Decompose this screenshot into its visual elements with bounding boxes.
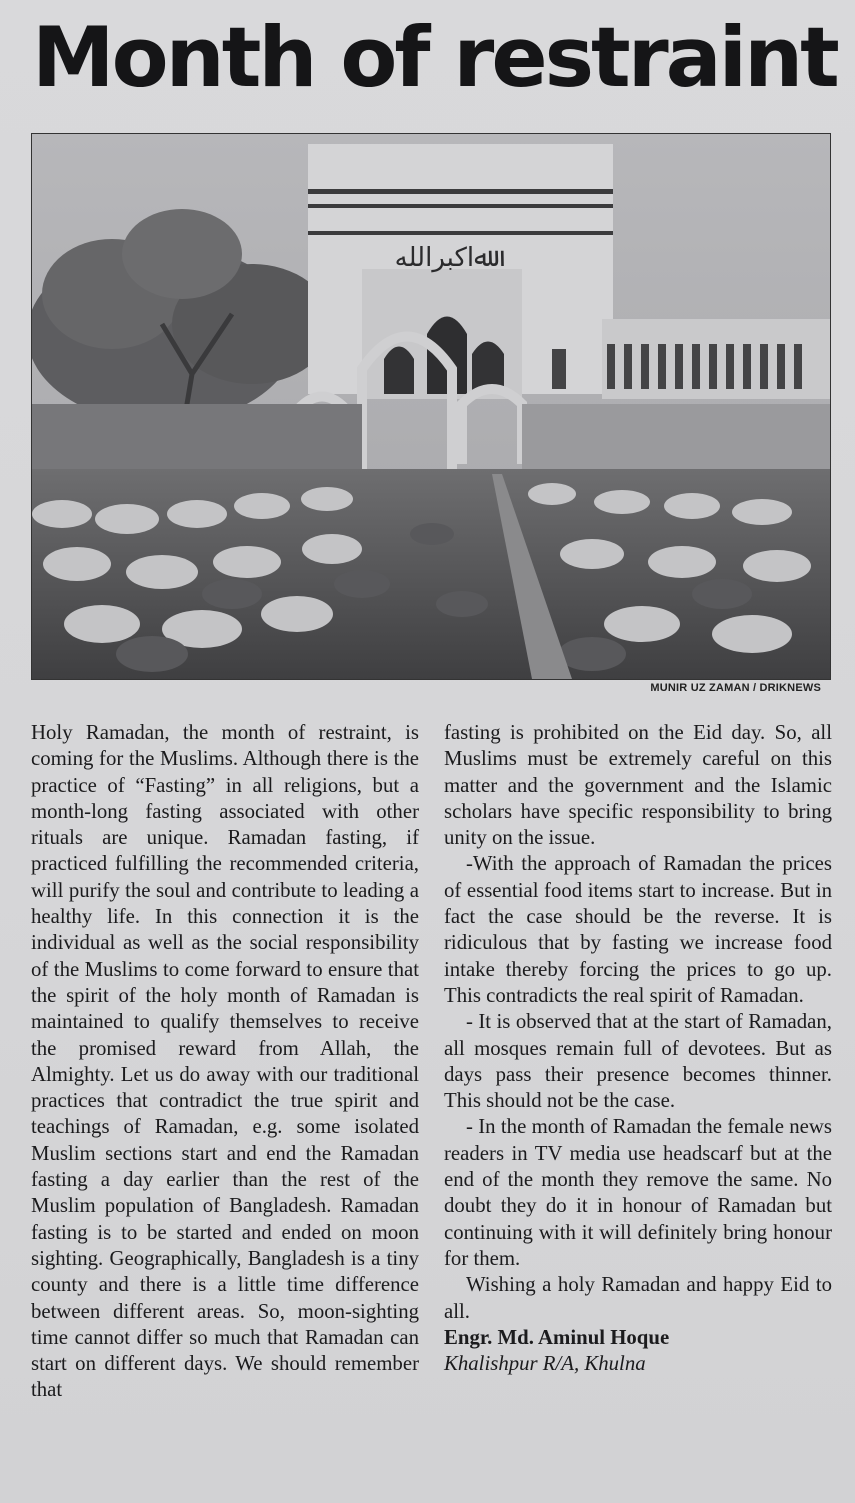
article-column-left [31, 720, 419, 1404]
author-address: Khalishpur R/A, Khulna [444, 1352, 646, 1376]
article-paragraph: - In the month of Ramadan the female news readers in TV media use headscarf but at the end of the month they remove the same. No doubt they do it in honour of Ramadan but continuing with it will definitely bring honour for them. [444, 1115, 832, 1270]
article-paragraph: Holy Ramadan, the month of restraint, is coming for the Muslims. Although there is the practice of “Fasting” in all religions, but a month-long fasting associated with other rituals are unique. Ramadan fasting, if practiced fulfilling the recommended criteria, will purify the soul and contribute to leading a healthy life. In this connection it is the individual as well as the social responsibility of the Muslims to come forward to ensure that the spirit of the holy month of Ramadan is maintained to qualify themselves to receive the promised reward from Allah, the Almighty. Let us do away with our traditional practices that contradict the true spirit and teachings of Ramadan, e.g. some isolated Muslim sections start and end the Ramadan fasting a day earlier than the rest of the Muslim population of Bangladesh. Ramadan fasting is to be started and ended on moon sighting. Geographically, Bangladesh is a tiny county and there is a little time difference between different areas. So, moon-sighting time cannot differ so much that Ramadan can start on different days. We should remember that [31, 721, 419, 1402]
article-column-right [444, 720, 832, 1377]
stalls-left [32, 404, 362, 474]
article-photo [31, 133, 831, 680]
author-name: Engr. Md. Aminul Hoque [444, 1325, 670, 1349]
stalls-right [522, 404, 830, 474]
arabic-inscription: ﷲاكبرالله [394, 243, 490, 273]
article-paragraph: -With the approach of Ramadan the prices of essential food items start to increase. But in fact the case should be the reverse. It is ridiculous that by fasting we increase food intake thereby forcing the prices to go up. This contradicts the real spirit of Ramadan. [444, 852, 832, 1007]
article-paragraph: fasting is prohibited on the Eid day. So, all Muslims must be extremely careful on this matter and the government and the Islamic scholars have specific responsibility to bring unity on the issue. [444, 721, 832, 850]
mosque-prayer-photo [32, 134, 830, 679]
article-paragraph: Wishing a holy Ramadan and happy Eid to all. [444, 1273, 832, 1323]
article-paragraph: - It is observed that at the start of Ramadan, all mosques remain full of devotees. But as days pass their presence becomes thinner. This should not be the case. [444, 1010, 832, 1113]
photo-credit: MUNIR UZ ZAMAN / DRIKNEWS [650, 682, 821, 694]
headline: Month of restraint [32, 9, 837, 106]
